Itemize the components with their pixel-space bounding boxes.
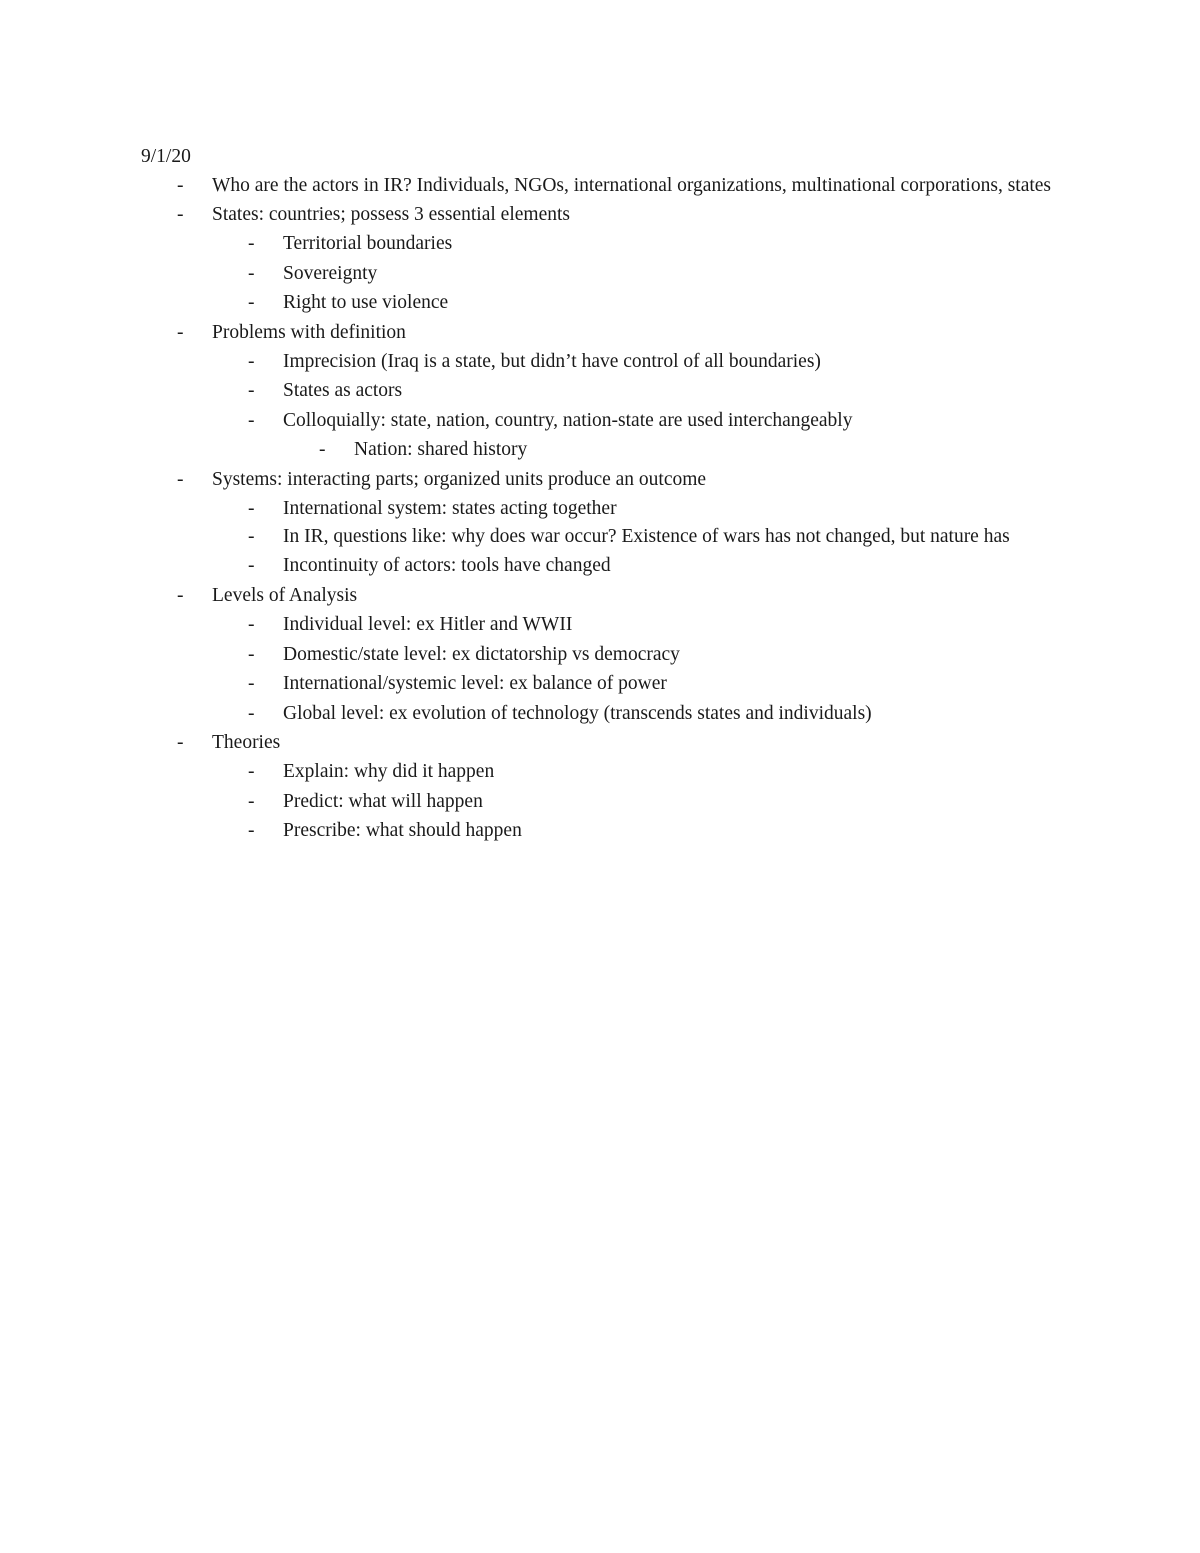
bullet-dash: - [248,351,255,373]
list-item-text: Imprecision (Iraq is a state, but didn’t have control of all boundaries) [283,351,821,373]
list-item [141,581,1071,610]
bullet-dash: - [248,498,255,520]
list-item [141,229,1071,258]
list-item-text: Explain: why did it happen [283,761,495,783]
list-item [141,465,1071,494]
list-item-text: Theories [212,731,281,753]
list-item [141,347,1071,376]
list-item [141,728,1071,757]
list-item-text: Predict: what will happen [283,790,483,812]
bullet-dash: - [177,584,184,606]
list-item-text: International/systemic level: ex balance of power [283,673,667,695]
list-item [141,259,1071,288]
list-item [141,757,1071,786]
list-item [141,699,1071,728]
list-item-text: Prescribe: what should happen [283,820,522,842]
list-item-text: Nation: shared history [354,439,528,461]
bullet-dash: - [248,820,255,842]
list-item [141,406,1071,435]
list-item [141,787,1071,816]
list-item [141,523,1071,551]
list-item-text: International system: states acting together [283,498,617,520]
list-item-text: Sovereignty [283,262,378,284]
list-item [141,172,1071,200]
bullet-dash: - [248,233,255,255]
bullet-dash: - [248,409,255,431]
notes-list [141,172,1071,846]
list-item-text: Levels of Analysis [212,584,358,606]
list-item-text: Colloquially: state, nation, country, nation-state are used interchangeably [283,409,853,431]
bullet-dash: - [248,292,255,314]
bullet-dash: - [248,702,255,724]
bullet-dash: - [248,790,255,812]
list-item [141,640,1071,669]
list-item-text: Global level: ex evolution of technology (transcends states and individuals) [283,702,872,724]
list-item [141,376,1071,405]
list-item [141,669,1071,698]
list-item [141,435,1071,464]
bullet-dash: - [248,673,255,695]
bullet-dash: - [248,761,255,783]
list-item-text: Systems: interacting parts; organized units produce an outcome [212,468,707,490]
bullet-dash: - [177,175,184,196]
list-item-text: Territorial boundaries [283,233,453,255]
bullet-dash: - [248,526,255,548]
list-item [141,816,1071,845]
list-item [141,288,1071,317]
list-item-text: States as actors [283,380,403,402]
note-date: 9/1/20 [141,146,191,167]
bullet-dash: - [177,468,184,490]
list-item-text: Right to use violence [283,292,449,314]
list-item [141,551,1071,580]
bullet-dash: - [248,262,255,284]
bullet-dash: - [248,380,255,402]
bullet-dash: - [177,731,184,753]
bullet-dash: - [248,614,255,636]
bullet-dash: - [248,555,255,577]
list-item [141,610,1071,639]
list-item-text: Individual level: ex Hitler and WWII [283,614,573,636]
list-item [141,318,1071,347]
bullet-dash: - [177,321,184,343]
list-item-text: Domestic/state level: ex dictatorship vs democracy [283,643,680,665]
bullet-dash: - [248,643,255,665]
list-item [141,200,1071,229]
list-item-text: Who are the actors in IR? Individuals, NGOs, international organizations, multinational corporations, states [212,175,1052,196]
list-item-text: States: countries; possess 3 essential elements [212,204,570,225]
bullet-dash: - [319,439,326,461]
list-item-text: Incontinuity of actors: tools have changed [283,555,611,577]
list-item-text: Problems with definition [212,321,406,343]
bullet-dash: - [177,204,184,225]
list-item [141,494,1071,523]
list-item-text: In IR, questions like: why does war occur? Existence of wars has not changed, but nature has [283,526,1010,548]
